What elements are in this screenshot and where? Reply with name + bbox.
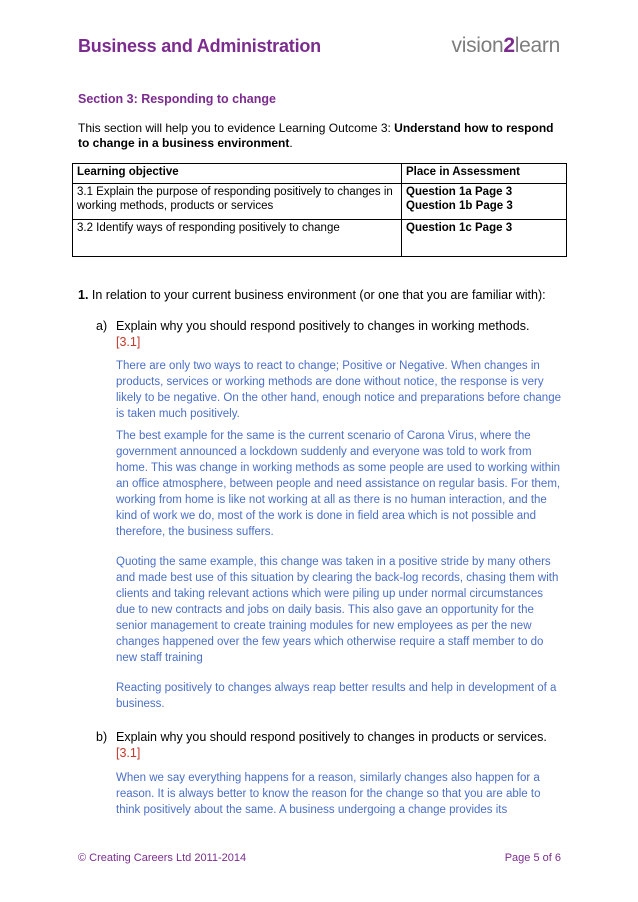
learning-objectives-table <box>72 163 567 257</box>
place-cell <box>402 220 567 257</box>
objective-cell: 3.1 Explain the purpose of responding positively to changes in working methods, products or services <box>73 184 402 220</box>
question-b-ref: [3.1] <box>116 746 141 760</box>
footer-copyright: © Creating Careers Ltd 2011-2014 <box>78 852 247 864</box>
answer-paragraph: The best example for the same is the current scenario of Carona Virus, where the government announced a lockdown suddenly and everyone was told to work from home. This was change in working methods as some people are used to working within an office atmosphere, between people and need assistance on regular basis. For them, working from home is like not working at all as there is no human interaction, and the kind of work we do, most of the work is done in field area which is not possible and therefore, the business suffers. <box>116 430 561 538</box>
footer-page-number: Page 5 of 6 <box>504 852 561 864</box>
question-b-text: Explain why you should respond positively to changes in products or services. <box>116 730 547 744</box>
question-b-label: b) <box>96 730 108 744</box>
question-a-ref: [3.1] <box>116 335 141 349</box>
vision2learn-logo <box>452 34 560 58</box>
table-header-row <box>73 164 567 184</box>
question-number: 1. <box>78 288 89 302</box>
place-cell <box>402 184 567 220</box>
table-row <box>73 184 567 220</box>
question-a-text-block <box>116 318 566 350</box>
answer-paragraph: Quoting the same example, this change was taken in a positive stride by many others and made best use of this situation by clearing the back-log records, chasing them with clients and taking relevant actions which were piling up under normal circumstances due to new contracts and jobs on daily basis. This also gave an opportunity for the senior management to create training modules for new employees as per the new changes happened over the few years which otherwise require a staff member to do new staff training <box>116 556 559 664</box>
answer-paragraph: Reacting positively to changes always reap better results and help in development of a business. <box>116 682 557 710</box>
section-heading: Section 3: Responding to change <box>78 92 276 106</box>
answer-b <box>116 770 561 818</box>
intro-text: This section will help you to evidence Learning Outcome 3: <box>78 121 395 135</box>
intro-learning-outcome: Understand how to respond to change in a business environment <box>78 121 554 150</box>
question-text: In relation to your current business environment (or one that you are familiar with): <box>88 288 546 302</box>
answer-a <box>116 358 561 712</box>
question-a-label: a) <box>96 319 108 333</box>
page-header <box>78 36 560 66</box>
logo-two: 2 <box>503 34 515 57</box>
table-row <box>73 220 567 257</box>
intro-paragraph <box>78 121 568 151</box>
document-title: Business and Administration <box>78 36 321 56</box>
place-line: Question 1b Page 3 <box>406 200 513 212</box>
header-learning-objective: Learning objective <box>73 164 402 184</box>
answer-paragraph: When we say everything happens for a reason, similarly changes also happen for a reason. It is always better to know the reason for the change so that you are able to think positively about the same. A business undergoing a change provides its <box>116 772 541 816</box>
objective-cell: 3.2 Identify ways of responding positively to change <box>73 220 402 257</box>
place-line: Question 1c Page 3 <box>406 222 513 234</box>
header-place-in-assessment: Place in Assessment <box>402 164 567 184</box>
place-line: Question 1a Page 3 <box>406 186 513 198</box>
logo-suffix: learn <box>514 34 560 57</box>
intro-end: . <box>289 136 293 150</box>
logo-prefix: vision <box>451 34 504 57</box>
question-b-text-block <box>116 729 566 761</box>
question-a-text: Explain why you should respond positively to changes in working methods. <box>116 319 530 333</box>
answer-paragraph: There are only two ways to react to change; Positive or Negative. When changes in products, services or working methods are done without notice, the response is very likely to be negative. On the other hand, enough notice and preparations before change is taken much positively. <box>116 360 561 420</box>
question-1 <box>78 288 568 302</box>
